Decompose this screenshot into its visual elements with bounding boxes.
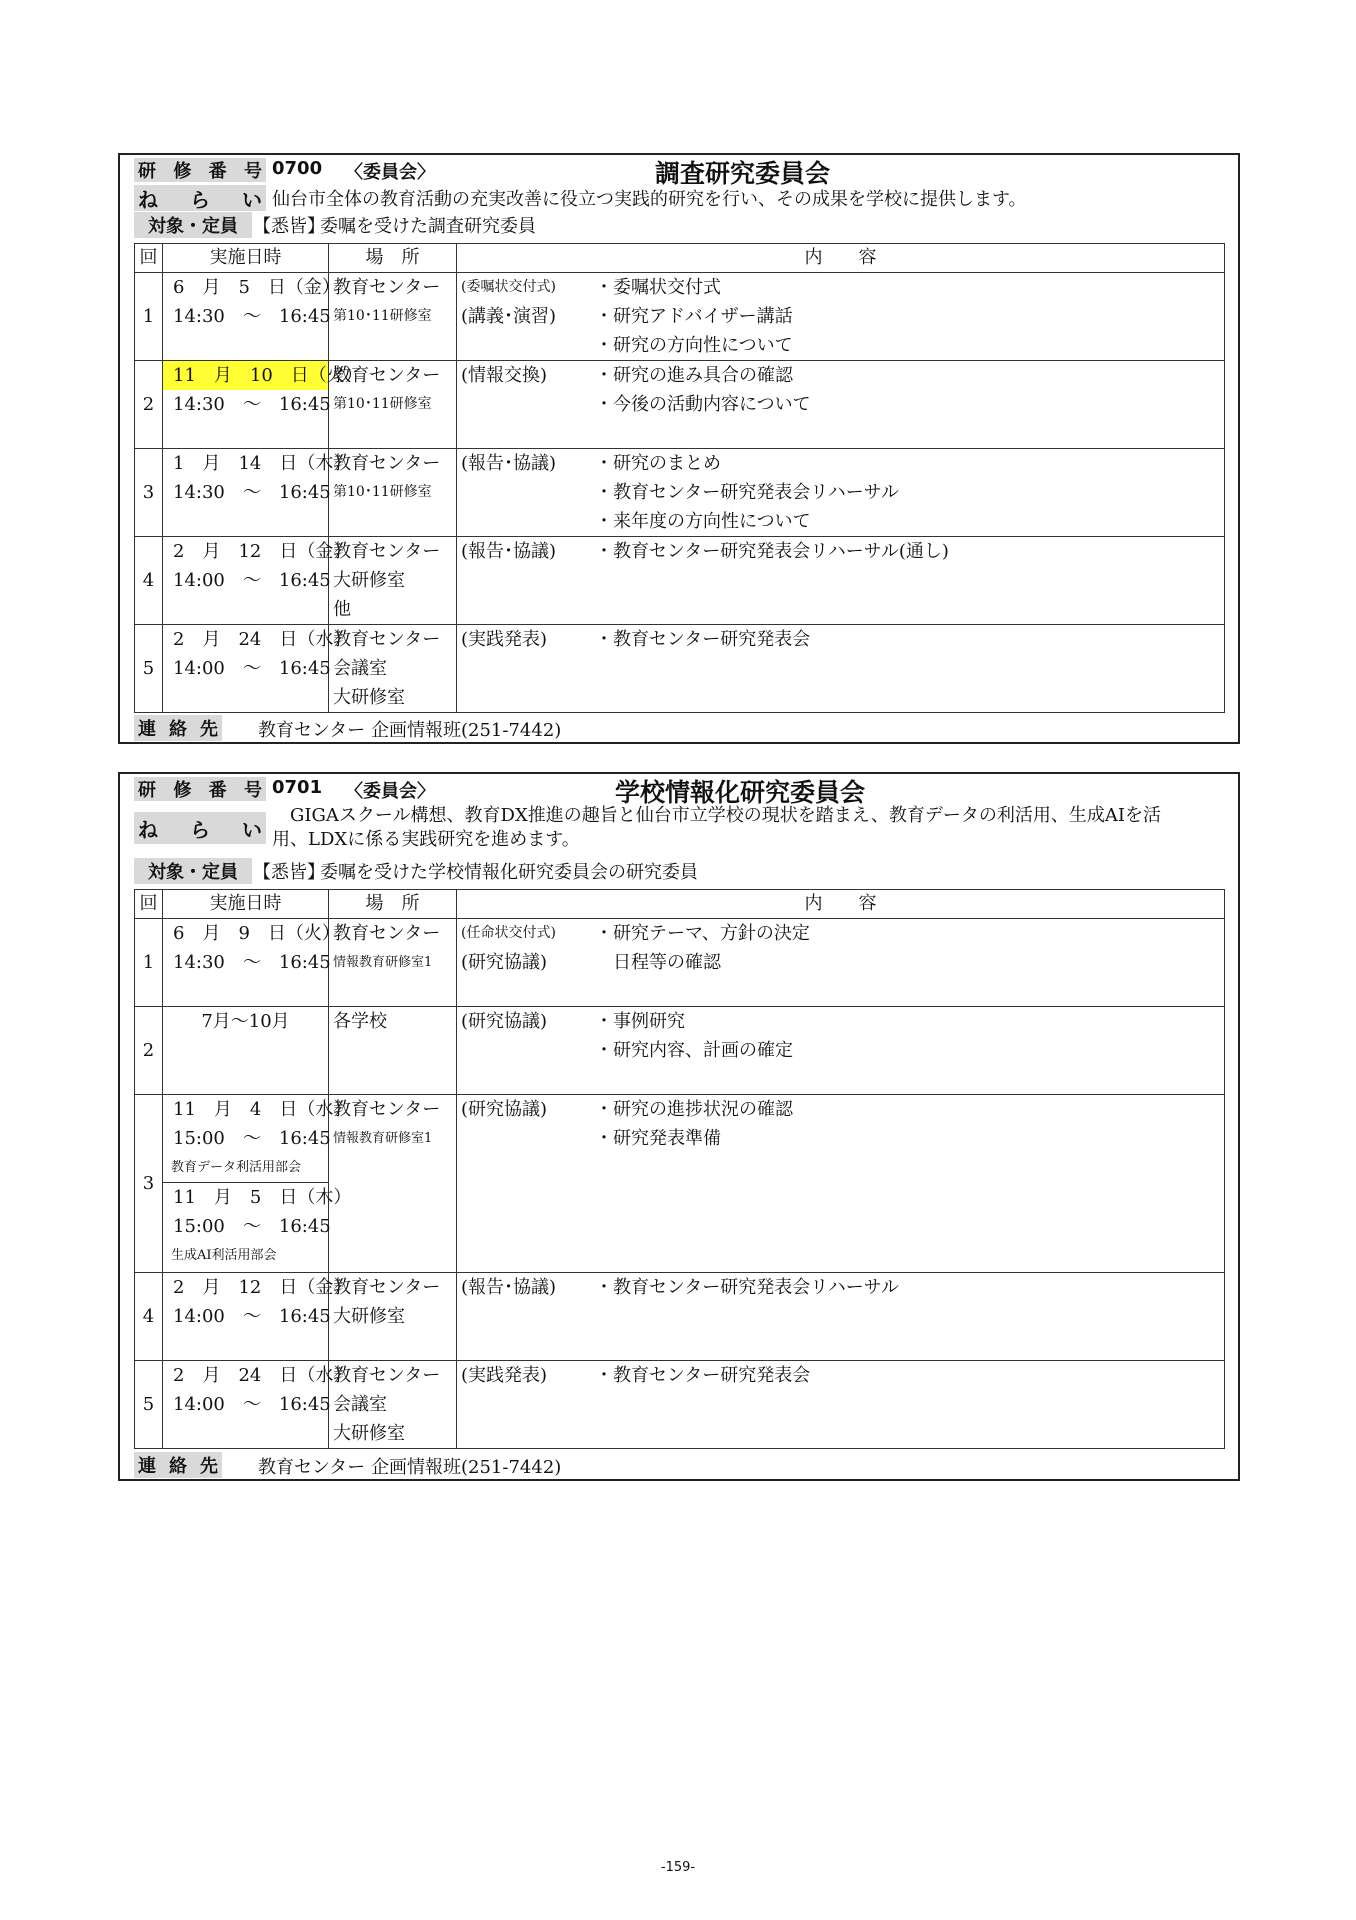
row-place: 教育センター 会議室 大研修室: [329, 1361, 457, 1449]
row-place: 教育センター 情報教育研修室1: [329, 1095, 457, 1273]
row-content: (任命状交付式) ・研究テーマ、方針の決定 (研究協議) 日程等の確認: [457, 919, 1225, 1007]
row-place: 教育センター 第10･11研修室: [329, 273, 457, 361]
row-date: 2 月 24 日（水） 14:00 ～ 16:45: [163, 1361, 329, 1449]
row-number: 4: [135, 537, 163, 625]
row-content: (委嘱状交付式) ・委嘱状交付式 (講義･演習) ・研究アドバイザー講話 ・研究の方向性について: [457, 273, 1225, 361]
row-content: (報告･協議) ・教育センター研究発表会リハーサル(通し): [457, 537, 1225, 625]
header-place: 場 所: [329, 244, 457, 273]
row-place: 教育センター 第10･11研修室: [329, 361, 457, 449]
target-row: [120, 211, 1238, 239]
row-content: (研究協議) ・研究の進捗状況の確認 ・研究発表準備: [457, 1095, 1225, 1273]
course-number-row: [120, 155, 1238, 188]
contact-text: 教育センター 企画情報班(251-7442): [258, 1457, 562, 1478]
header-kai: 回: [135, 890, 163, 919]
table-row: [135, 919, 1225, 1007]
table-row: [135, 1273, 1225, 1361]
header-content: 内 容: [457, 890, 1225, 919]
aim-text: GIGAスクール構想、教育DX推進の趣旨と仙台市立学校の現状を踏まえ、教育データの利活用、生成AIを活 用、LDXに係る実践研究を進めます。: [272, 805, 1161, 850]
table-row: [135, 273, 1225, 361]
course-title: 学校情報化研究委員会: [615, 778, 866, 807]
row-date: 11 月 4 日（水） 15:00 ～ 16:45 教育データ利活用部会 11 月 5 日（木） 15:00 ～ 16:45 生成AI利活用部会: [163, 1095, 329, 1273]
row-number: 5: [135, 625, 163, 713]
row-date: 7月～10月: [163, 1007, 329, 1095]
page-number: -159-: [660, 1860, 696, 1875]
aim-label: ね ら い: [134, 185, 266, 211]
target-row: [120, 858, 1238, 886]
course-block-0700: [118, 153, 1240, 744]
row-place: 教育センター 第10･11研修室: [329, 449, 457, 537]
aim-label: ね ら い: [134, 812, 266, 844]
target-text: 委嘱を受けた調査研究委員: [320, 216, 536, 237]
session-note: 教育データ利活用部会: [163, 1153, 328, 1183]
table-row: [135, 449, 1225, 537]
row-number: 4: [135, 1273, 163, 1361]
table-row: [135, 537, 1225, 625]
row-date: 1 月 14 日（木） 14:30 ～ 16:45: [163, 449, 329, 537]
contact-label: 連 絡 先: [134, 715, 222, 741]
aim-row: [120, 183, 1238, 211]
course-category: 〈委員会〉: [345, 781, 435, 802]
target-label: 対象・定員: [134, 212, 252, 238]
table-header-row: [135, 890, 1225, 919]
schedule-table: [134, 889, 1225, 1449]
course-number-row: [120, 774, 1238, 807]
row-number: 2: [135, 361, 163, 449]
header-date: 実施日時: [163, 890, 329, 919]
row-content: (実践発表) ・教育センター研究発表会: [457, 625, 1225, 713]
header-kai: 回: [135, 244, 163, 273]
contact-row: [134, 1452, 1224, 1478]
course-category: 〈委員会〉: [345, 162, 435, 183]
contact-label: 連 絡 先: [134, 1452, 222, 1478]
table-row: [135, 1095, 1225, 1273]
row-place: 教育センター 会議室 大研修室: [329, 625, 457, 713]
row-number: 1: [135, 273, 163, 361]
contact-text: 教育センター 企画情報班(251-7442): [258, 720, 562, 741]
row-date: 6 月 9 日（火） 14:30 ～ 16:45: [163, 919, 329, 1007]
course-code: 0700: [272, 158, 323, 179]
target-tag: 【悉皆】: [253, 216, 325, 237]
course-code: 0701: [272, 777, 323, 798]
row-date: 6 月 5 日（金） 14:30 ～ 16:45: [163, 273, 329, 361]
row-date: 11 月 10 日（火） 14:30 ～ 16:45: [163, 361, 329, 449]
row-place: 各学校: [329, 1007, 457, 1095]
row-number: 3: [135, 1095, 163, 1273]
row-number: 3: [135, 449, 163, 537]
course-title: 調査研究委員会: [655, 159, 831, 188]
row-number: 2: [135, 1007, 163, 1095]
row-number: 1: [135, 919, 163, 1007]
session-note: 生成AI利活用部会: [171, 1248, 277, 1263]
target-tag: 【悉皆】: [253, 862, 325, 883]
row-date: 2 月 24 日（水） 14:00 ～ 16:45: [163, 625, 329, 713]
row-place: 教育センター 情報教育研修室1: [329, 919, 457, 1007]
table-header-row: [135, 244, 1225, 273]
row-place: 教育センター 大研修室 他: [329, 537, 457, 625]
aim-text: 仙台市全体の教育活動の充実改善に役立つ実践的研究を行い、その成果を学校に提供します。: [272, 189, 1027, 210]
table-row: [135, 1007, 1225, 1095]
table-row: [135, 1361, 1225, 1449]
header-content: 内 容: [457, 244, 1225, 273]
header-place: 場 所: [329, 890, 457, 919]
course-number-label: 研 修 番 号: [134, 158, 266, 182]
row-date: 2 月 12 日（金） 14:00 ～ 16:45: [163, 537, 329, 625]
table-row: [135, 361, 1225, 449]
course-block-0701: [118, 772, 1240, 1481]
target-text: 委嘱を受けた学校情報化研究委員会の研究委員: [320, 862, 698, 883]
row-content: (実践発表) ・教育センター研究発表会: [457, 1361, 1225, 1449]
target-label: 対象・定員: [134, 858, 252, 884]
schedule-table: [134, 243, 1225, 713]
row-content: (情報交換) ・研究の進み具合の確認 ・今後の活動内容について: [457, 361, 1225, 449]
row-content: (報告･協議) ・教育センター研究発表会リハーサル: [457, 1273, 1225, 1361]
aim-row: [120, 802, 1238, 854]
header-date: 実施日時: [163, 244, 329, 273]
row-number: 5: [135, 1361, 163, 1449]
row-content: (研究協議) ・事例研究 ・研究内容、計画の確定: [457, 1007, 1225, 1095]
course-number-label: 研 修 番 号: [134, 777, 266, 801]
highlighted-date: 11 月 10 日（火）: [163, 361, 328, 390]
contact-row: [134, 715, 1224, 741]
row-place: 教育センター 大研修室: [329, 1273, 457, 1361]
row-content: (報告･協議) ・研究のまとめ ・教育センター研究発表会リハーサル ・来年度の方向性について: [457, 449, 1225, 537]
row-date: 2 月 12 日（金） 14:00 ～ 16:45: [163, 1273, 329, 1361]
table-row: [135, 625, 1225, 713]
